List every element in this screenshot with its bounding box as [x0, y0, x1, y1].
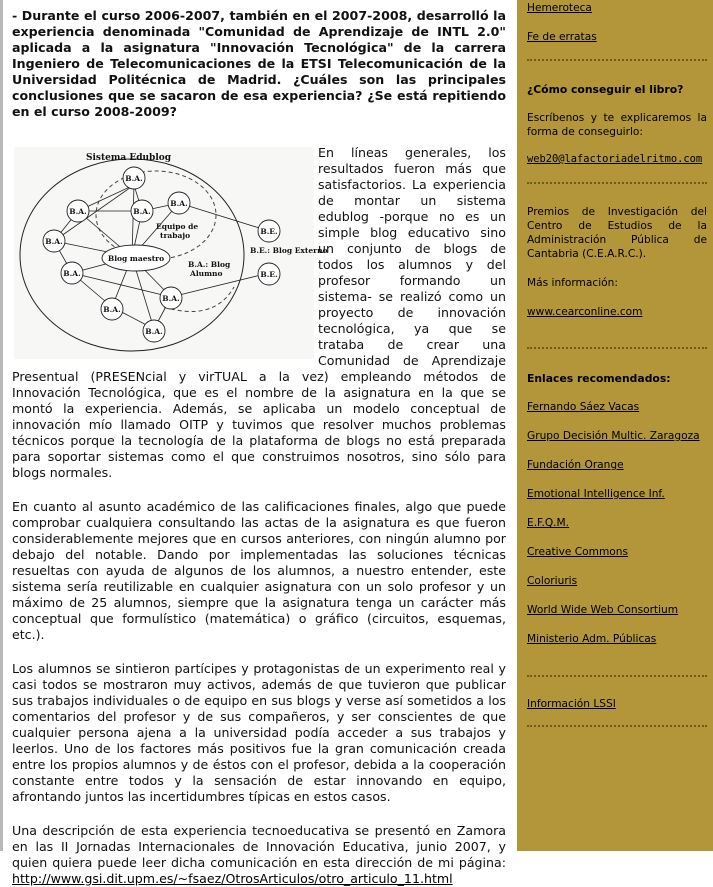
hemeroteca-link[interactable]: Hemeroteca — [527, 2, 592, 14]
libro-heading: ¿Cómo conseguir el libro? — [527, 83, 684, 96]
diagram-title: Sistema Edublog — [86, 153, 172, 163]
node-be-1: B.E. — [260, 227, 278, 236]
node-be-2: B.E. — [260, 270, 278, 279]
node-ba-4: B.A. — [170, 199, 188, 208]
link-grupo-decision[interactable]: Grupo Decisión Multic. Zaragoza — [527, 430, 700, 442]
paragraph-1: En líneas generales, los resultados fueron más que satisfactorios. La experiencia de montar un sistema edublog -porque no es un simple blog educativo sino un conjunto de blogs de todos los alumnos y del profesor formando un sistema- se realizó como un proyecto de innovación tecnológica, ya que se trataba de crear una Comunidad de Aprendizaje Presentual (PRESENcial y virTUAL a la vez) empleando métodos de Innovación Tecnológica, que es el nombre de la asignatura en la que se montó la experiencia. Además, se aplicaba un modelo conceptual de innovación mío llamado OITP y tuvimos que resolver muchos problemas técnicos porque la tecnología de la plataforma de blogs no está preparada para soportar sistemas como el que construimos nosotros, sino sólo para blogs normales. — [12, 145, 506, 480]
link-emotional-intelligence[interactable]: Emotional Intelligence Inf. — [527, 488, 665, 500]
node-ba-2: B.A. — [69, 207, 87, 216]
node-ba-3: B.A. — [133, 207, 151, 216]
node-ba-7: B.A. — [103, 305, 121, 314]
email-link[interactable]: web20@lafactoriadelritmo.com — [527, 153, 703, 165]
node-ba-1: B.A. — [125, 174, 143, 183]
cearc-link-wrap — [527, 306, 707, 318]
link-item — [527, 575, 707, 587]
node-blog-maestro: Blog maestro — [107, 254, 165, 263]
enlaces-heading: Enlaces recomendados: — [527, 372, 671, 385]
sidebar — [517, 0, 713, 851]
divider — [527, 182, 707, 184]
premios-text: Premios de Investigación del Centro de Estudios de la Administración Pública de Cantabria (C.E.A.R.C.). — [527, 206, 707, 260]
link-item — [527, 604, 707, 616]
article — [12, 8, 506, 887]
link-item — [527, 546, 707, 558]
edublog-diagram — [14, 147, 328, 359]
erratas-link-wrap — [527, 31, 707, 43]
erratas-link[interactable]: Fe de erratas — [527, 31, 597, 43]
node-ba-8: B.A. — [145, 327, 163, 336]
label-blog-externo: B.E.: Blog Externo — [250, 246, 328, 255]
link-creative-commons[interactable]: Creative Commons — [527, 546, 629, 558]
link-item — [527, 430, 707, 442]
link-item — [527, 517, 707, 529]
hemeroteca-link-wrap — [527, 2, 707, 14]
cearc-link[interactable]: www.cearconline.com — [527, 306, 643, 318]
mas-info-text: Más información: — [527, 277, 618, 289]
paragraph-2: En cuanto al asunto académico de las calificaciones finales, algo que puede comprobar cualquiera consultando las actas de la asignatura es que fueron considerablemente mejores que en cursos anteriores, con ningún alumno por debajo del notable. Dando por implementadas las soluciones técnicas resueltas con ayuda de algunos de los alumnos, a nuestro entender, este sistema sería reutilizable en cualquier asignatura con un solo profesor y un máximo de 25 alumnos, siempre que la asignatura tenga un carácter más conceptual que formulístico (matemática) o gráfico (circuitos, esquemas, etc.). — [12, 499, 506, 642]
link-fundacion-orange[interactable]: Fundación Orange — [527, 459, 624, 471]
node-ba-9: B.A. — [162, 294, 180, 303]
libro-text: Escríbenos y te explicaremos la forma de conseguirlo: — [527, 112, 707, 138]
label-equipo-1: Equipo de — [156, 222, 199, 231]
link-fernando-saez-vacas[interactable]: Fernando Sáez Vacas — [527, 401, 640, 413]
lssi-link[interactable]: Información LSSI — [527, 698, 616, 710]
divider — [527, 59, 707, 61]
left-border — [0, 0, 3, 851]
paragraph-4 — [12, 823, 506, 887]
link-w3c[interactable]: World Wide Web Consortium — [527, 604, 679, 616]
divider — [527, 725, 707, 727]
paragraph-3: Los alumnos se sintieron partícipes y protagonistas de un experimento real y casi todos se mostraron muy activos, además de que tuvieron que publicar sus trabajos individuales o de equipo en sus blogs y verse así sometidos a los comentarios del profesor y de sus compañeros, y ser conscientes de que cualquier persona ajena a la universidad podía acceder a sus trabajos y leerlos. Uno de los factores más positivos fue la gran comunicación creada entre los propios alumnos y de éstos con el profesor, debida a la cooperación constante entre todos y la sensación de estar innovando en equipo, afrontando juntos las incertidumbres típicas en estos casos. — [12, 661, 506, 804]
link-item — [527, 459, 707, 471]
interview-question: - Durante el curso 2006-2007, también en el 2007-2008, desarrolló la experiencia denominada "Comunidad de Aprendizaje de INTL 2.0" aplicada a la asignatura "Innovación Tecnológica" de la carrera Ingeniero de Telecomunicaciones de la ETSI Telecomunicación de la Universidad Politécnica de Madrid. ¿Cuáles son las principales conclusiones que se sacaron de esa experiencia? ¿Se está repitiendo en el curso 2008-2009? — [12, 8, 506, 119]
link-ministerio[interactable]: Ministerio Adm. Públicas — [527, 633, 657, 645]
divider — [527, 675, 707, 677]
link-coloriuris[interactable]: Coloriuris — [527, 575, 578, 587]
node-ba-6: B.A. — [63, 269, 81, 278]
link-item — [527, 633, 707, 645]
node-ba-5: B.A. — [45, 237, 63, 246]
link-item — [527, 401, 707, 413]
email-link-wrap — [527, 153, 707, 165]
label-alumno-1: B.A.: Blog — [188, 260, 231, 269]
lssi-link-wrap — [527, 698, 707, 710]
label-equipo-2: trabajo — [160, 231, 191, 240]
label-alumno-2: Alumno — [190, 269, 223, 278]
divider — [527, 347, 707, 349]
paragraph-4-text: Una descripción de esta experiencia tecnoeducativa se presentó en Zamora en las II Jornadas Internacionales de Innovación Educativa, junio 2007, y quien quiera puede leer dicha comunicación en esta dirección de mi página: — [12, 823, 506, 870]
link-efqm[interactable]: E.F.Q.M. — [527, 517, 570, 529]
link-item — [527, 488, 707, 500]
article-link[interactable]: http://www.gsi.dit.upm.es/~fsaez/OtrosArticulos/otro_articulo_11.html — [12, 871, 453, 886]
